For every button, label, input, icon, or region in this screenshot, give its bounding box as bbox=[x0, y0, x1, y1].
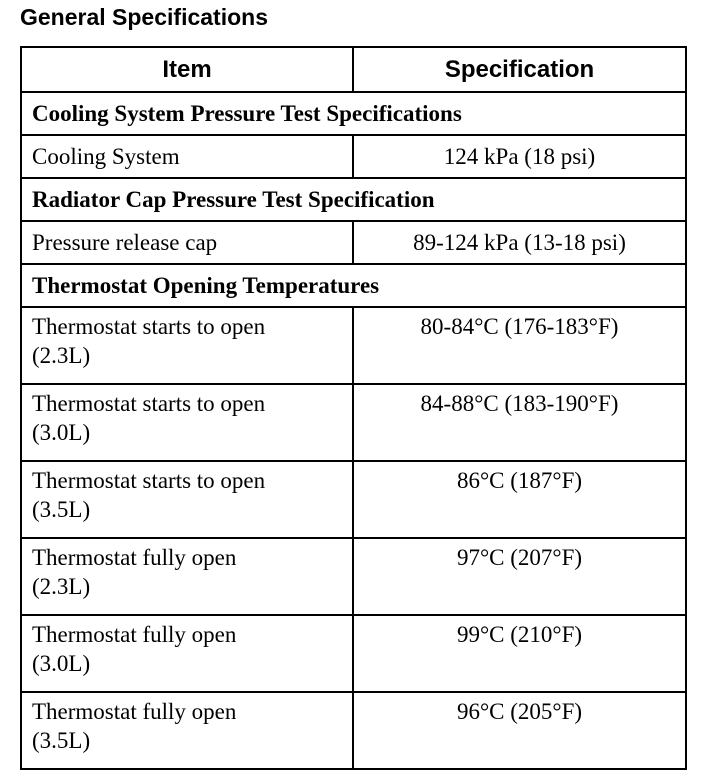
item-cell bbox=[21, 538, 353, 615]
item-text: Pressure release cap bbox=[32, 229, 218, 255]
table-row bbox=[21, 384, 686, 461]
item-engine: (3.0L) bbox=[32, 651, 91, 676]
item-text: Thermostat fully open bbox=[32, 699, 237, 724]
item-cell bbox=[21, 384, 353, 461]
item-cell bbox=[21, 135, 353, 178]
spec-cell: 124 kPa (18 psi) bbox=[353, 135, 686, 178]
item-engine: (3.5L) bbox=[32, 497, 91, 522]
item-engine: (2.3L) bbox=[32, 574, 91, 599]
spec-cell: 96°C (205°F) bbox=[353, 692, 686, 769]
item-engine: (3.5L) bbox=[32, 728, 91, 753]
item-cell bbox=[21, 692, 353, 769]
section-heading: Thermostat Opening Temperatures bbox=[21, 264, 686, 307]
page-title: General Specifications bbox=[20, 4, 268, 30]
table-row bbox=[21, 307, 686, 384]
item-text: Thermostat fully open bbox=[32, 545, 237, 570]
item-engine: (3.0L) bbox=[32, 420, 91, 445]
spec-cell: 80-84°C (176-183°F) bbox=[353, 307, 686, 384]
item-cell bbox=[21, 221, 353, 264]
table-row bbox=[21, 135, 686, 178]
item-text: Thermostat starts to open bbox=[32, 391, 266, 416]
table-row bbox=[21, 615, 686, 692]
specifications-table bbox=[20, 46, 687, 770]
column-header-item: Item bbox=[21, 47, 353, 92]
table-row bbox=[21, 538, 686, 615]
section-heading: Radiator Cap Pressure Test Specification bbox=[21, 178, 686, 221]
item-cell bbox=[21, 461, 353, 538]
section-row bbox=[21, 264, 686, 307]
section-row bbox=[21, 178, 686, 221]
spec-cell: 89-124 kPa (13-18 psi) bbox=[353, 221, 686, 264]
spec-cell: 86°C (187°F) bbox=[353, 461, 686, 538]
item-cell bbox=[21, 615, 353, 692]
table-row bbox=[21, 221, 686, 264]
spec-cell: 84-88°C (183-190°F) bbox=[353, 384, 686, 461]
spec-cell: 99°C (210°F) bbox=[353, 615, 686, 692]
item-cell bbox=[21, 307, 353, 384]
table-header-row bbox=[21, 47, 686, 92]
item-engine: (2.3L) bbox=[32, 343, 91, 368]
item-text: Thermostat starts to open bbox=[32, 468, 266, 493]
item-text: Thermostat starts to open bbox=[32, 314, 266, 339]
column-header-specification: Specification bbox=[353, 47, 686, 92]
item-text: Cooling System bbox=[32, 143, 180, 169]
table-row bbox=[21, 461, 686, 538]
section-heading: Cooling System Pressure Test Specifications bbox=[21, 92, 686, 135]
spec-cell: 97°C (207°F) bbox=[353, 538, 686, 615]
item-text: Thermostat fully open bbox=[32, 622, 237, 647]
section-row bbox=[21, 92, 686, 135]
table-row bbox=[21, 692, 686, 769]
